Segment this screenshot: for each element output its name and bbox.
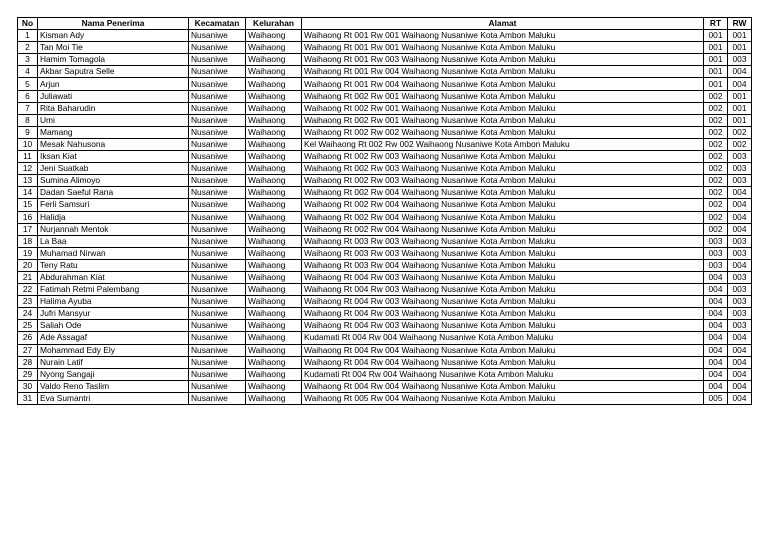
cell-nama-penerima: Ade Assagaf [38, 332, 189, 344]
table-row [18, 392, 752, 404]
cell-rt: 002 [704, 163, 728, 175]
cell-alamat: Waihaong Rt 002 Rw 001 Waihaong Nusaniwe Kota Ambon Maluku [302, 102, 704, 114]
cell-nama-penerima: Ferli Samsuri [38, 199, 189, 211]
table-row [18, 271, 752, 283]
cell-no: 11 [18, 151, 38, 163]
cell-no: 29 [18, 368, 38, 380]
cell-kecamatan: Nusaniwe [189, 271, 246, 283]
cell-rt: 001 [704, 66, 728, 78]
cell-nama-penerima: Arjun [38, 78, 189, 90]
table-row [18, 223, 752, 235]
cell-rt: 004 [704, 332, 728, 344]
cell-no: 14 [18, 187, 38, 199]
cell-kelurahan: Waihaong [246, 368, 302, 380]
cell-kelurahan: Waihaong [246, 284, 302, 296]
cell-nama-penerima: Mesak Nahusona [38, 138, 189, 150]
cell-no: 28 [18, 356, 38, 368]
table-row [18, 320, 752, 332]
cell-no: 21 [18, 271, 38, 283]
table-row [18, 42, 752, 54]
cell-alamat: Waihaong Rt 002 Rw 004 Waihaong Nusaniwe Kota Ambon Maluku [302, 211, 704, 223]
cell-nama-penerima: Valdo Reno Taslim [38, 380, 189, 392]
cell-no: 7 [18, 102, 38, 114]
cell-kecamatan: Nusaniwe [189, 199, 246, 211]
cell-rw: 001 [728, 90, 752, 102]
cell-kecamatan: Nusaniwe [189, 332, 246, 344]
cell-alamat: Waihaong Rt 004 Rw 004 Waihaong Nusaniwe Kota Ambon Maluku [302, 344, 704, 356]
cell-nama-penerima: Rita Baharudin [38, 102, 189, 114]
cell-rt: 004 [704, 356, 728, 368]
cell-kelurahan: Waihaong [246, 54, 302, 66]
cell-alamat: Waihaong Rt 002 Rw 003 Waihaong Nusaniwe Kota Ambon Maluku [302, 163, 704, 175]
cell-kecamatan: Nusaniwe [189, 163, 246, 175]
cell-nama-penerima: Akbar Saputra Selle [38, 66, 189, 78]
cell-no: 1 [18, 30, 38, 42]
cell-alamat: Waihaong Rt 004 Rw 004 Waihaong Nusaniwe Kota Ambon Maluku [302, 380, 704, 392]
cell-kelurahan: Waihaong [246, 308, 302, 320]
table-row [18, 138, 752, 150]
cell-rw: 003 [728, 54, 752, 66]
cell-rt: 004 [704, 296, 728, 308]
cell-nama-penerima: Tan Moi Tie [38, 42, 189, 54]
cell-rt: 003 [704, 247, 728, 259]
cell-kecamatan: Nusaniwe [189, 126, 246, 138]
cell-rt: 002 [704, 126, 728, 138]
table-row [18, 247, 752, 259]
cell-nama-penerima: Dadan Saeful Rana [38, 187, 189, 199]
header-rt: RT [704, 18, 728, 30]
table-row [18, 284, 752, 296]
table-row [18, 102, 752, 114]
cell-no: 30 [18, 380, 38, 392]
cell-rt: 004 [704, 271, 728, 283]
cell-rw: 001 [728, 42, 752, 54]
table-row [18, 380, 752, 392]
cell-kecamatan: Nusaniwe [189, 30, 246, 42]
cell-no: 23 [18, 296, 38, 308]
cell-rw: 004 [728, 380, 752, 392]
cell-kelurahan: Waihaong [246, 187, 302, 199]
cell-kelurahan: Waihaong [246, 114, 302, 126]
cell-alamat: Waihaong Rt 002 Rw 001 Waihaong Nusaniwe Kota Ambon Maluku [302, 114, 704, 126]
cell-kecamatan: Nusaniwe [189, 114, 246, 126]
table-row [18, 90, 752, 102]
cell-kecamatan: Nusaniwe [189, 175, 246, 187]
cell-kelurahan: Waihaong [246, 332, 302, 344]
cell-rt: 002 [704, 151, 728, 163]
cell-kelurahan: Waihaong [246, 296, 302, 308]
cell-rt: 002 [704, 199, 728, 211]
cell-alamat: Waihaong Rt 002 Rw 003 Waihaong Nusaniwe Kota Ambon Maluku [302, 175, 704, 187]
cell-no: 9 [18, 126, 38, 138]
cell-rw: 004 [728, 392, 752, 404]
cell-alamat: Waihaong Rt 002 Rw 002 Waihaong Nusaniwe Kota Ambon Maluku [302, 126, 704, 138]
cell-alamat: Waihaong Rt 002 Rw 001 Waihaong Nusaniwe Kota Ambon Maluku [302, 90, 704, 102]
cell-no: 8 [18, 114, 38, 126]
header-rw: RW [728, 18, 752, 30]
cell-alamat: Waihaong Rt 004 Rw 003 Waihaong Nusaniwe Kota Ambon Maluku [302, 271, 704, 283]
header-no: No [18, 18, 38, 30]
cell-alamat: Waihaong Rt 001 Rw 001 Waihaong Nusaniwe Kota Ambon Maluku [302, 42, 704, 54]
cell-no: 22 [18, 284, 38, 296]
cell-no: 19 [18, 247, 38, 259]
cell-kecamatan: Nusaniwe [189, 344, 246, 356]
cell-rw: 003 [728, 271, 752, 283]
table-body [18, 30, 752, 405]
table-row [18, 332, 752, 344]
cell-kecamatan: Nusaniwe [189, 235, 246, 247]
cell-kecamatan: Nusaniwe [189, 259, 246, 271]
cell-kecamatan: Nusaniwe [189, 368, 246, 380]
cell-kecamatan: Nusaniwe [189, 223, 246, 235]
cell-rw: 004 [728, 344, 752, 356]
cell-kecamatan: Nusaniwe [189, 78, 246, 90]
cell-rw: 003 [728, 308, 752, 320]
cell-rt: 002 [704, 223, 728, 235]
table-row [18, 199, 752, 211]
cell-nama-penerima: Nyong Sangaji [38, 368, 189, 380]
cell-kelurahan: Waihaong [246, 259, 302, 271]
table-row [18, 187, 752, 199]
cell-kecamatan: Nusaniwe [189, 102, 246, 114]
cell-kelurahan: Waihaong [246, 271, 302, 283]
header-kecamatan: Kecamatan [189, 18, 246, 30]
cell-nama-penerima: Umi [38, 114, 189, 126]
table-row [18, 344, 752, 356]
cell-rw: 001 [728, 30, 752, 42]
cell-alamat: Waihaong Rt 001 Rw 004 Waihaong Nusaniwe Kota Ambon Maluku [302, 66, 704, 78]
table-row [18, 30, 752, 42]
cell-alamat: Waihaong Rt 002 Rw 003 Waihaong Nusaniwe Kota Ambon Maluku [302, 151, 704, 163]
cell-rw: 004 [728, 187, 752, 199]
cell-rw: 003 [728, 163, 752, 175]
cell-nama-penerima: Halima Ayuba [38, 296, 189, 308]
cell-alamat: Waihaong Rt 004 Rw 004 Waihaong Nusaniwe Kota Ambon Maluku [302, 356, 704, 368]
table-row [18, 163, 752, 175]
table-row [18, 211, 752, 223]
cell-kelurahan: Waihaong [246, 78, 302, 90]
cell-kelurahan: Waihaong [246, 380, 302, 392]
cell-no: 16 [18, 211, 38, 223]
cell-nama-penerima: Jeni Suatkab [38, 163, 189, 175]
cell-rw: 004 [728, 356, 752, 368]
cell-kecamatan: Nusaniwe [189, 151, 246, 163]
cell-kelurahan: Waihaong [246, 42, 302, 54]
cell-nama-penerima: Mohammad Edy Ely [38, 344, 189, 356]
table-row [18, 151, 752, 163]
cell-rw: 003 [728, 284, 752, 296]
cell-rt: 004 [704, 344, 728, 356]
cell-rw: 004 [728, 211, 752, 223]
cell-rw: 004 [728, 78, 752, 90]
cell-no: 31 [18, 392, 38, 404]
cell-rw: 001 [728, 114, 752, 126]
cell-kecamatan: Nusaniwe [189, 211, 246, 223]
table-row [18, 114, 752, 126]
cell-alamat: Waihaong Rt 002 Rw 004 Waihaong Nusaniwe Kota Ambon Maluku [302, 187, 704, 199]
cell-no: 10 [18, 138, 38, 150]
cell-kecamatan: Nusaniwe [189, 54, 246, 66]
cell-kelurahan: Waihaong [246, 175, 302, 187]
cell-kecamatan: Nusaniwe [189, 66, 246, 78]
cell-rt: 004 [704, 284, 728, 296]
cell-kecamatan: Nusaniwe [189, 284, 246, 296]
cell-no: 24 [18, 308, 38, 320]
cell-alamat: Kel Waihaong Rt 002 Rw 002 Waihaong Nusaniwe Kota Ambon Maluku [302, 138, 704, 150]
cell-alamat: Waihaong Rt 004 Rw 003 Waihaong Nusaniwe Kota Ambon Maluku [302, 320, 704, 332]
cell-rt: 003 [704, 235, 728, 247]
cell-alamat: Waihaong Rt 001 Rw 001 Waihaong Nusaniwe Kota Ambon Maluku [302, 30, 704, 42]
header-nama-penerima: Nama Penerima [38, 18, 189, 30]
cell-rw: 004 [728, 259, 752, 271]
cell-no: 18 [18, 235, 38, 247]
cell-kelurahan: Waihaong [246, 211, 302, 223]
header-alamat: Alamat [302, 18, 704, 30]
cell-rt: 001 [704, 30, 728, 42]
cell-kelurahan: Waihaong [246, 199, 302, 211]
cell-rw: 004 [728, 199, 752, 211]
cell-rw: 002 [728, 126, 752, 138]
cell-nama-penerima: Kisman Ady [38, 30, 189, 42]
cell-rt: 003 [704, 259, 728, 271]
cell-nama-penerima: Hamim Tomagola [38, 54, 189, 66]
cell-nama-penerima: Nurain Latif [38, 356, 189, 368]
header-row [18, 18, 752, 30]
cell-kelurahan: Waihaong [246, 344, 302, 356]
cell-nama-penerima: Mamang [38, 126, 189, 138]
cell-kecamatan: Nusaniwe [189, 138, 246, 150]
cell-no: 27 [18, 344, 38, 356]
cell-rw: 001 [728, 102, 752, 114]
cell-alamat: Waihaong Rt 005 Rw 004 Waihaong Nusaniwe Kota Ambon Maluku [302, 392, 704, 404]
cell-rt: 002 [704, 102, 728, 114]
cell-kelurahan: Waihaong [246, 320, 302, 332]
cell-kelurahan: Waihaong [246, 356, 302, 368]
cell-nama-penerima: Fatimah Retmi Palembang [38, 284, 189, 296]
cell-nama-penerima: Halidja [38, 211, 189, 223]
header-kelurahan: Kelurahan [246, 18, 302, 30]
cell-rt: 004 [704, 308, 728, 320]
cell-kecamatan: Nusaniwe [189, 42, 246, 54]
table-row [18, 296, 752, 308]
cell-rt: 002 [704, 187, 728, 199]
cell-no: 4 [18, 66, 38, 78]
cell-nama-penerima: Teny Ratu [38, 259, 189, 271]
cell-no: 2 [18, 42, 38, 54]
cell-rw: 004 [728, 66, 752, 78]
table-row [18, 356, 752, 368]
cell-nama-penerima: Jufri Mansyur [38, 308, 189, 320]
cell-kelurahan: Waihaong [246, 235, 302, 247]
cell-no: 17 [18, 223, 38, 235]
cell-no: 6 [18, 90, 38, 102]
table-row [18, 175, 752, 187]
table-row [18, 66, 752, 78]
table-row [18, 368, 752, 380]
cell-nama-penerima: Abdurahman Kiat [38, 271, 189, 283]
cell-alamat: Waihaong Rt 004 Rw 003 Waihaong Nusaniwe Kota Ambon Maluku [302, 308, 704, 320]
cell-rw: 004 [728, 368, 752, 380]
table-row [18, 259, 752, 271]
cell-nama-penerima: La Baa [38, 235, 189, 247]
cell-alamat: Waihaong Rt 001 Rw 003 Waihaong Nusaniwe Kota Ambon Maluku [302, 54, 704, 66]
cell-rw: 002 [728, 138, 752, 150]
cell-rw: 003 [728, 235, 752, 247]
cell-no: 25 [18, 320, 38, 332]
cell-no: 12 [18, 163, 38, 175]
cell-rt: 004 [704, 380, 728, 392]
cell-rt: 004 [704, 320, 728, 332]
cell-kelurahan: Waihaong [246, 223, 302, 235]
cell-rt: 001 [704, 42, 728, 54]
cell-kelurahan: Waihaong [246, 163, 302, 175]
table-row [18, 54, 752, 66]
table-row [18, 78, 752, 90]
cell-no: 13 [18, 175, 38, 187]
cell-alamat: Kudamati Rt 004 Rw 004 Waihaong Nusaniwe Kota Ambon Maluku [302, 332, 704, 344]
cell-rw: 003 [728, 247, 752, 259]
cell-nama-penerima: Sumina Alimoyo [38, 175, 189, 187]
cell-kecamatan: Nusaniwe [189, 320, 246, 332]
cell-rw: 003 [728, 175, 752, 187]
cell-kecamatan: Nusaniwe [189, 247, 246, 259]
cell-alamat: Waihaong Rt 001 Rw 004 Waihaong Nusaniwe Kota Ambon Maluku [302, 78, 704, 90]
cell-kecamatan: Nusaniwe [189, 296, 246, 308]
cell-rt: 002 [704, 175, 728, 187]
cell-alamat: Waihaong Rt 003 Rw 004 Waihaong Nusaniwe Kota Ambon Maluku [302, 259, 704, 271]
cell-kelurahan: Waihaong [246, 151, 302, 163]
cell-rt: 005 [704, 392, 728, 404]
cell-no: 20 [18, 259, 38, 271]
cell-kecamatan: Nusaniwe [189, 356, 246, 368]
cell-rw: 004 [728, 332, 752, 344]
table-row [18, 235, 752, 247]
cell-rt: 002 [704, 138, 728, 150]
cell-kecamatan: Nusaniwe [189, 308, 246, 320]
cell-kecamatan: Nusaniwe [189, 90, 246, 102]
cell-nama-penerima: Juliawati [38, 90, 189, 102]
cell-nama-penerima: Muhamad Nirwan [38, 247, 189, 259]
table-row [18, 308, 752, 320]
cell-rt: 002 [704, 211, 728, 223]
cell-no: 5 [18, 78, 38, 90]
cell-kelurahan: Waihaong [246, 138, 302, 150]
cell-rt: 004 [704, 368, 728, 380]
cell-rt: 002 [704, 90, 728, 102]
cell-no: 3 [18, 54, 38, 66]
cell-rt: 001 [704, 54, 728, 66]
cell-no: 15 [18, 199, 38, 211]
cell-nama-penerima: Saliah Ode [38, 320, 189, 332]
cell-rw: 003 [728, 320, 752, 332]
cell-kelurahan: Waihaong [246, 247, 302, 259]
cell-kelurahan: Waihaong [246, 90, 302, 102]
cell-kecamatan: Nusaniwe [189, 380, 246, 392]
cell-alamat: Waihaong Rt 004 Rw 003 Waihaong Nusaniwe Kota Ambon Maluku [302, 296, 704, 308]
cell-alamat: Waihaong Rt 002 Rw 004 Waihaong Nusaniwe Kota Ambon Maluku [302, 223, 704, 235]
cell-kecamatan: Nusaniwe [189, 392, 246, 404]
cell-nama-penerima: Iksan Kiat [38, 151, 189, 163]
cell-rt: 002 [704, 114, 728, 126]
cell-kecamatan: Nusaniwe [189, 187, 246, 199]
cell-kelurahan: Waihaong [246, 102, 302, 114]
cell-rw: 003 [728, 296, 752, 308]
cell-nama-penerima: Eva Sumantri [38, 392, 189, 404]
cell-alamat: Waihaong Rt 003 Rw 003 Waihaong Nusaniwe Kota Ambon Maluku [302, 247, 704, 259]
recipient-table [17, 17, 752, 405]
cell-alamat: Waihaong Rt 004 Rw 003 Waihaong Nusaniwe Kota Ambon Maluku [302, 284, 704, 296]
table-row [18, 126, 752, 138]
cell-rw: 003 [728, 151, 752, 163]
cell-kelurahan: Waihaong [246, 392, 302, 404]
cell-kelurahan: Waihaong [246, 126, 302, 138]
cell-rw: 004 [728, 223, 752, 235]
cell-alamat: Kudamati Rt 004 Rw 004 Waihaong Nusaniwe Kota Ambon Maluku [302, 368, 704, 380]
cell-no: 26 [18, 332, 38, 344]
cell-rt: 001 [704, 78, 728, 90]
cell-kelurahan: Waihaong [246, 30, 302, 42]
cell-alamat: Waihaong Rt 002 Rw 004 Waihaong Nusaniwe Kota Ambon Maluku [302, 199, 704, 211]
cell-kelurahan: Waihaong [246, 66, 302, 78]
cell-nama-penerima: Nurjannah Mentok [38, 223, 189, 235]
cell-alamat: Waihaong Rt 003 Rw 003 Waihaong Nusaniwe Kota Ambon Maluku [302, 235, 704, 247]
